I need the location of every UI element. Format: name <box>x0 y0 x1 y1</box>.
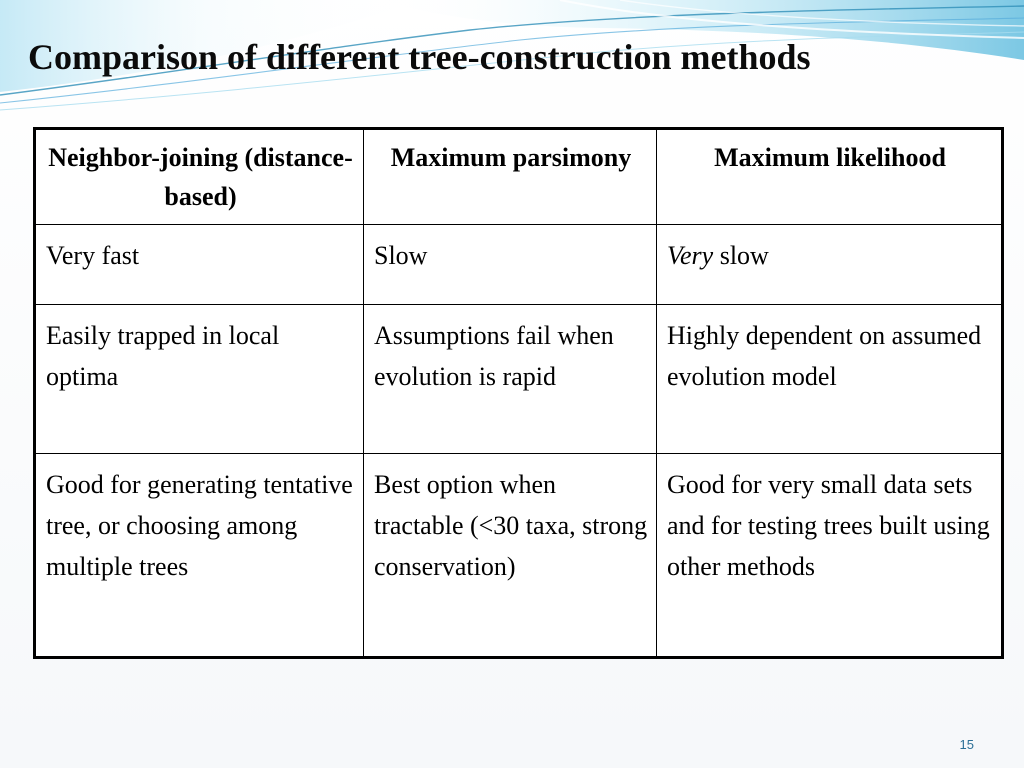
table-row-speed <box>35 225 1003 305</box>
table-row-use-case <box>35 454 1003 658</box>
table-row-weakness <box>35 305 1003 454</box>
slide-title: Comparison of different tree-construction methods <box>28 37 811 77</box>
header-maximum-parsimony: Maximum parsimony <box>364 129 657 225</box>
header-neighbor-joining: Neighbor-joining (distance-based) <box>35 129 364 225</box>
cell-ml-use-case: Good for very small data sets and for testing trees built using other methods <box>657 454 1003 658</box>
comparison-table <box>33 127 1004 659</box>
cell-mp-use-case: Best option when tractable (<30 taxa, strong conservation) <box>364 454 657 658</box>
cell-ml-speed-rest: slow <box>713 241 769 270</box>
cell-ml-speed <box>657 225 1003 305</box>
page-number: 15 <box>959 737 974 752</box>
cell-mp-weakness: Assumptions fail when evolution is rapid <box>364 305 657 454</box>
table-header-row <box>35 129 1003 225</box>
cell-nj-use-case: Good for generating tentative tree, or choosing among multiple trees <box>35 454 364 658</box>
cell-mp-speed: Slow <box>364 225 657 305</box>
cell-nj-speed: Very fast <box>35 225 364 305</box>
cell-ml-speed-emphasis: Very <box>667 241 714 270</box>
cell-nj-weakness: Easily trapped in local optima <box>35 305 364 454</box>
cell-ml-weakness: Highly dependent on assumed evolution model <box>657 305 1003 454</box>
header-maximum-likelihood: Maximum likelihood <box>657 129 1003 225</box>
